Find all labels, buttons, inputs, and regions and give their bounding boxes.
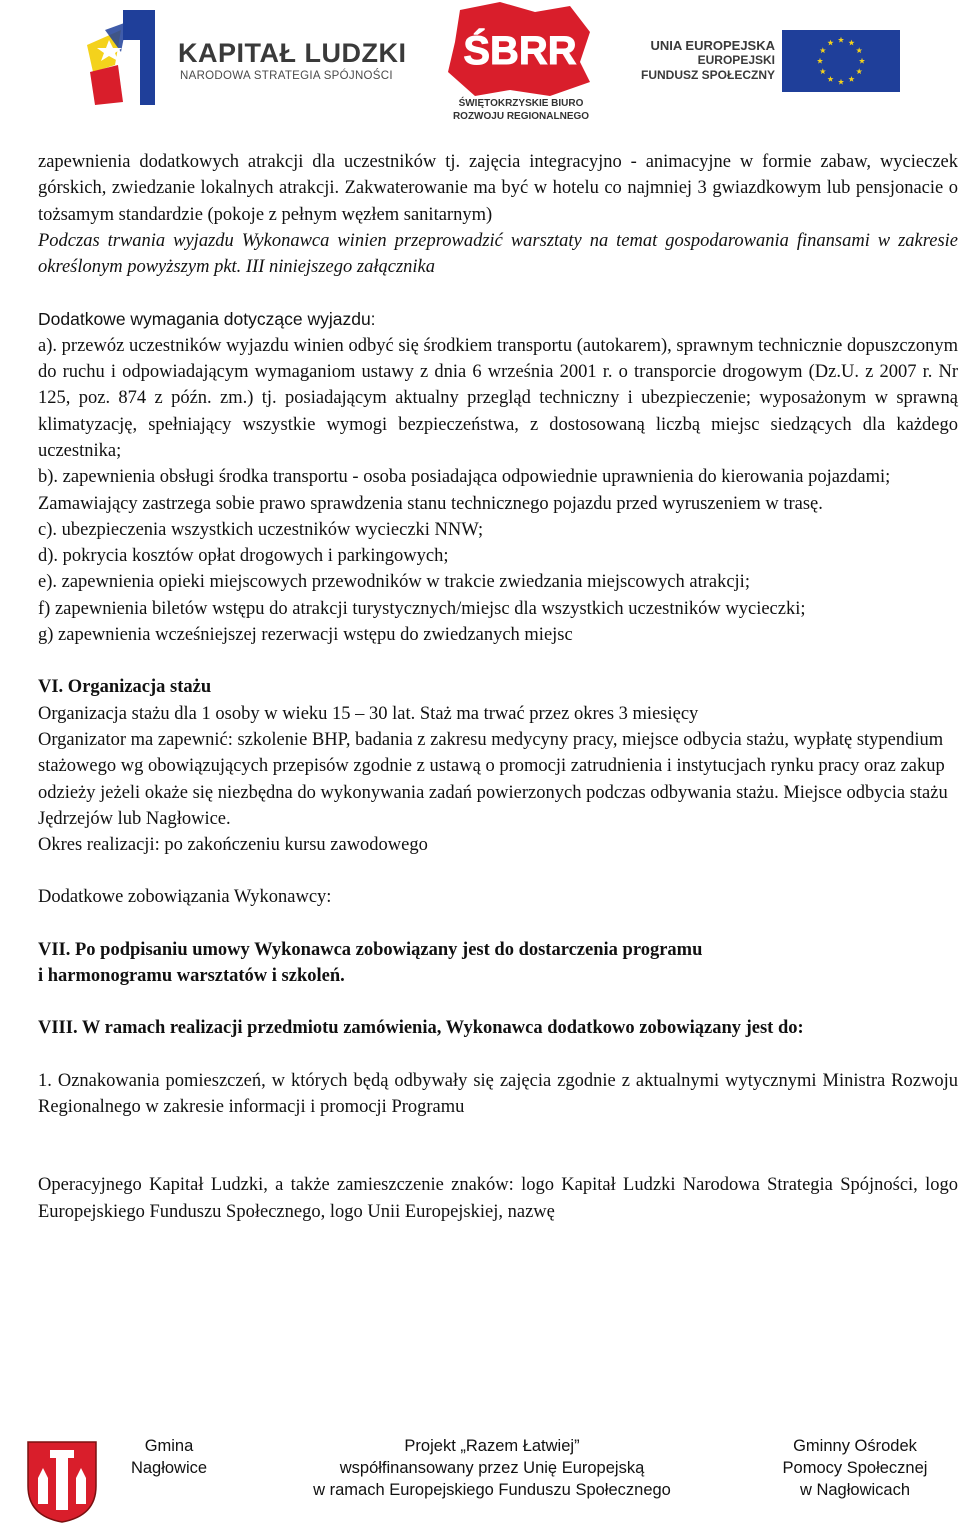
footer-project-line3: w ramach Europejskiego Funduszu Społecznego: [313, 1481, 671, 1499]
footer-gops-line3: w Nagłowicach: [799, 1481, 911, 1499]
footer-gmina-line2: Nagłowice: [130, 1459, 208, 1477]
sbrr-subtitle-1: ŚWIĘTOKRZYSKIE BIURO: [458, 98, 584, 109]
document-body: [38, 149, 958, 1225]
paragraph-period: Okres realizacji: po zakończeniu kursu zawodowego: [38, 835, 428, 856]
footer-project: [272, 1435, 712, 1501]
eu-line-1: UNIA EUROPEJSKA: [650, 38, 775, 53]
footer-gmina-line1: Gmina: [144, 1437, 194, 1455]
eu-flag-icon: [782, 30, 900, 92]
subheading-trip-requirements: Dodatkowe wymagania dotyczące wyjazdu:: [38, 309, 376, 330]
eu-line-3: FUNDUSZ SPOŁECZNY: [640, 68, 775, 82]
paragraph-workshops: Podczas trwania wyjazdu Wykonawca winien przeprowadzić warsztaty na temat gospodarowania finansami w zakresie określonym powyższym pkt. III niniejszego załącznika: [38, 230, 958, 278]
item-f-tickets: f) zapewnienia biletów wstępu do atrakcji turystycznych/miejsc dla wszystkich uczestników wycieczki;: [38, 598, 806, 619]
paragraph-internship: Organizacja stażu dla 1 osoby w wieku 15 – 30 lat. Staż ma trwać przez okres 3 miesięcy: [38, 703, 699, 724]
page-footer: [0, 1430, 960, 1525]
footer-project-line2: współfinansowany przez Unię Europejską: [339, 1459, 645, 1477]
paragraph-logos: Operacyjnego Kapitał Ludzki, a także zamieszczenie znaków: logo Kapitał Ludzki Narodowa Strategia Spójności, logo Europejskiego Funduszu Społecznego, logo Unii Europejskiej, nazwę: [38, 1175, 958, 1222]
paragraph-inspection: Zamawiający zastrzega sobie prawo sprawdzenia stanu technicznego pojazdu przed wyruszeniem w trasę.: [38, 493, 823, 514]
page-header: [0, 0, 960, 130]
item-d-tolls: d). pokrycia kosztów opłat drogowych i parkingowych;: [38, 546, 449, 567]
heading-section-vii-line2: i harmonogramu warsztatów i szkoleń.: [38, 966, 345, 987]
paragraph-organizer: Organizator ma zapewnić: szkolenie BHP, badania z zakresu medycyny pracy, miejsce odbycia stażu, wypłatę stypendium stażowego wg obowiązujących przepisów zgodnie z ustawą o promocji zatrudnienia i instytucjach rynku pracy oraz zakup odzieży jeżeli okaże się niezbędna do wykonywania zadań powierzonych podczas odbywania stażu. Miejsce odbycia stażu Jędrzejów lub Nagłowice.: [38, 729, 948, 829]
eu-text-block: [620, 38, 775, 83]
sbrr-logo-text: ŚBRR: [463, 29, 577, 73]
paragraph-additional-obligations: Dodatkowe zobowiązania Wykonawcy:: [38, 887, 332, 908]
item-a-transport: a). przewóz uczestników wyjazdu winien odbyć się środkiem transportu (autokarem), sprawnym technicznie dopuszczonym do ruchu i odpowiadającym wymaganiom ustawy z dnia 6 września 2001 r. o transporcie drogowym (Dz.U. z 2007 r. Nr 125, poz. 874 z późn. zm.) tj. posiadającym aktualny przegląd techniczny i ubezpieczenie; wyposażonym w sprawną klimatyzację, spełniający wszystkie wymogi bezpieczeństwa, z dostosowaną liczbą miejsc siedzących dla każdego uczestnika;: [38, 335, 958, 461]
sbrr-logo: [440, 2, 600, 98]
kapital-ludzki-logo: [85, 10, 155, 105]
footer-gmina: [125, 1435, 213, 1479]
heading-section-viii: VIII. W ramach realizacji przedmiotu zamówienia, Wykonawca dodatkowo zobowiązany jest do:: [38, 1018, 804, 1039]
eu-line-2: EUROPEJSKI: [697, 53, 775, 67]
gmina-crest-icon: [24, 1438, 100, 1524]
sbrr-subtitle-2: ROZWOJU REGIONALNEGO: [452, 111, 590, 122]
paragraph-accommodation: zapewnienia dodatkowych atrakcji dla uczestników tj. zajęcia integracyjno - animacyjne w formie zabaw, wycieczek górskich, zwiedzanie lokalnych atrakcji. Zakwaterowanie ma być w hotelu co najmniej 3 gwiazdkowym lub pensjonacie o tożsamym standardzie (pokoje z pełnym węzłem sanitarnym): [38, 152, 958, 225]
item-c-insurance: c). ubezpieczenia wszystkich uczestników wycieczki NNW;: [38, 519, 484, 540]
kapital-ludzki-subtitle: NARODOWA STRATEGIA SPÓJNOŚCI: [180, 70, 393, 82]
heading-section-vi: VI. Organizacja stażu: [38, 677, 212, 698]
kapital-ludzki-title: KAPITAŁ LUDZKI: [178, 38, 407, 68]
footer-gops: [760, 1435, 950, 1501]
item-1-marking: 1. Oznakowania pomieszczeń, w których będą odbywały się zajęcia zgodnie z aktualnymi wytycznymi Ministra Rozwoju Regionalnego w zakresie informacji i promocji Programu: [38, 1070, 958, 1117]
item-g-reservations: g) zapewnienia wcześniejszej rezerwacji wstępu do zwiedzanych miejsc: [38, 625, 573, 646]
footer-gops-line2: Pomocy Społecznej: [782, 1459, 928, 1477]
footer-gops-line1: Gminny Ośrodek: [793, 1437, 917, 1455]
item-b-driver: b). zapewnienia obsługi środka transportu - osoba posiadająca odpowiednie uprawnienia do kierowania pojazdami;: [38, 467, 891, 488]
heading-section-vii-line1: VII. Po podpisaniu umowy Wykonawca zobowiązany jest do dostarczenia programu: [38, 939, 703, 960]
item-e-guides: e). zapewnienia opieki miejscowych przewodników w trakcie zwiedzania miejscowych atrakcji;: [38, 572, 750, 593]
footer-project-line1: Projekt „Razem Łatwiej”: [404, 1437, 580, 1455]
